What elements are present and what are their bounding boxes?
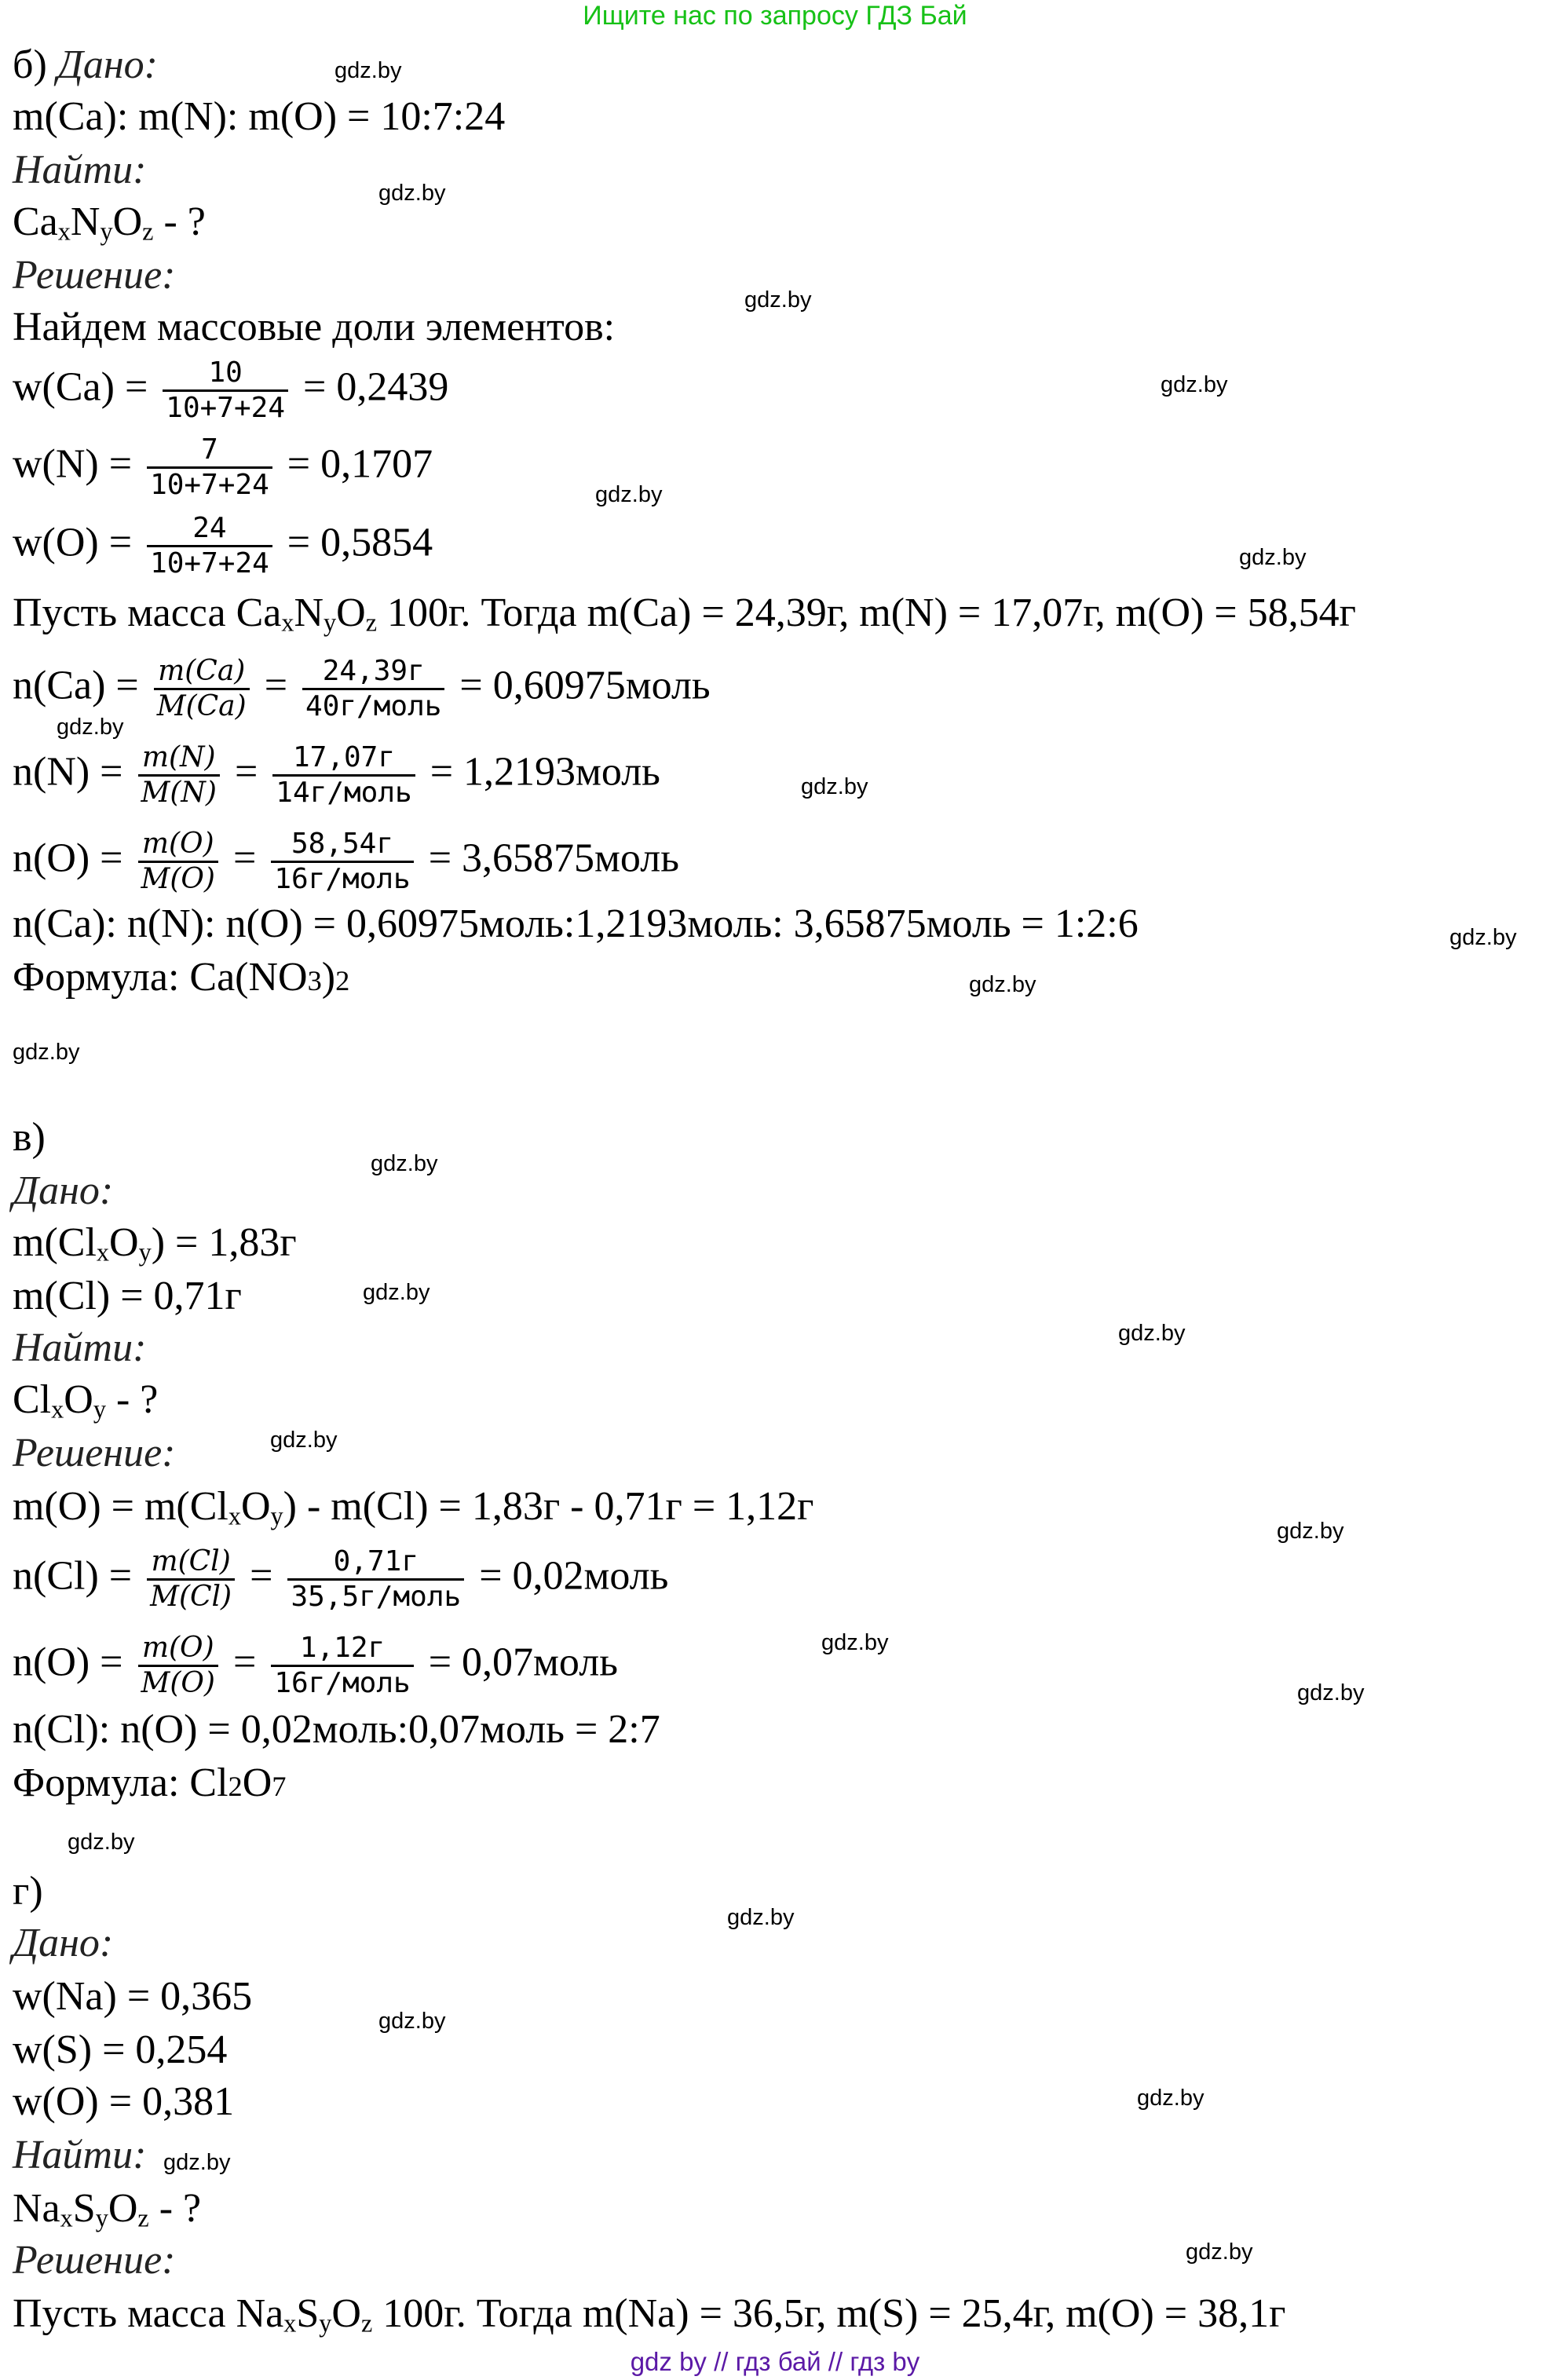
watermark: gdz.by (727, 1905, 795, 1930)
footer-links[interactable]: gdz by // гдз бай // гдз by (630, 2347, 920, 2376)
part-b-formula: Формула: Ca(NO3)2 (13, 955, 350, 1000)
part-v-given-2: m(Cl) = 0,71г (13, 1274, 242, 1318)
watermark: gdz.by (969, 972, 1036, 997)
part-g-w-na: w(Na) = 0,365 (13, 1974, 253, 2019)
part-b-nayti: Найти: (13, 148, 147, 192)
n-o-equation-v: n(O) = $\frac{m(O)}{M(O)}$ = $\frac{1,12г}{\text{16г/моль}}$ = 0,07моль (13, 1632, 618, 1699)
part-g-reshenie: Решение: (13, 2238, 176, 2283)
fraction: $\frac{m(Ca)}{M(Ca)}$ (154, 655, 250, 723)
fraction: $\frac{10}{10+7+24}$ (163, 356, 288, 425)
watermark: gdz.by (595, 482, 663, 507)
n-cl-equation: n(Cl) = $\frac{m(Cl)}{M(Cl)}$ = $\frac{0,71г}{\text{35,5г/моль}}$ = 0,02моль (13, 1545, 669, 1613)
part-b-label: б) (13, 42, 57, 87)
watermark: gdz.by (1161, 372, 1228, 397)
n-o-equation: n(O) = $\frac{m(O)}{M(O)}$ = $\frac{58,54г}{\text{16г/моль}}$ = 3,65875моль (13, 828, 679, 895)
watermark: gdz.by (363, 1280, 430, 1305)
part-g-dano: Дано: (13, 1921, 114, 1965)
fraction: $\frac{24}{10+7+24}$ (147, 512, 272, 580)
fraction: $\frac{58,54г}{\text{16г/моль}}$ (271, 828, 413, 896)
n-n-equation: n(N) = $\frac{m(N)}{M(N)}$ = $\frac{17,07г}{\text{14г/моль}}$ = 1,2193моль (13, 741, 660, 809)
fraction: $\frac{0,71г}{\text{35,5г/моль}}$ (287, 1545, 464, 1614)
watermark: gdz.by (1449, 925, 1517, 950)
part-v-dano: Дано: (13, 1168, 114, 1213)
fraction: $\frac{m(O)}{M(O)}$ (138, 1632, 218, 1700)
fraction: $\frac{m(O)}{M(O)}$ (138, 828, 218, 896)
part-v-nayti: Найти: (13, 1325, 147, 1370)
watermark: gdz.by (801, 774, 868, 799)
part-b-mass-line: Пусть масса $Ca_xN_yO_z$ 100г. Тогда m(Ca) = 24,39г, m(N) = 17,07г, m(O) = 58,54г (13, 590, 1356, 637)
watermark: gdz.by (1239, 545, 1307, 570)
watermark: gdz.by (378, 2009, 446, 2034)
watermark: gdz.by (1297, 1680, 1365, 1705)
fraction: $\frac{m(Cl)}{M(Cl)}$ (147, 1545, 235, 1614)
watermark: gdz.by (744, 287, 812, 313)
part-g-w-o: w(O) = 0,381 (13, 2079, 235, 2124)
top-banner[interactable]: Ищите нас по запросу ГДЗ Бай (583, 1, 967, 31)
part-b-intro: Найдем массовые доли элементов: (13, 305, 616, 349)
part-g-label: г) (13, 1869, 43, 1914)
watermark: gdz.by (1277, 1519, 1344, 1544)
watermark: gdz.by (334, 58, 402, 83)
part-g-w-s: w(S) = 0,254 (13, 2027, 228, 2072)
watermark: gdz.by (821, 1630, 889, 1655)
watermark: gdz.by (163, 2150, 231, 2175)
fraction: $\frac{1,12г}{\text{16г/моль}}$ (271, 1632, 413, 1700)
part-v-formula: Формула: Cl2O7 (13, 1760, 287, 1805)
part-g-unknown: $Na_xS_yO_z$ - ? (13, 2186, 202, 2232)
watermark: gdz.by (371, 1151, 438, 1176)
part-v-ratio: n(Cl): n(O) = 0,02моль:0,07моль = 2:7 (13, 1707, 660, 1752)
fraction: $\frac{17,07г}{\text{14г/моль}}$ (272, 741, 415, 810)
part-b-dano: Дано: (57, 42, 158, 87)
fraction: $\frac{7}{10+7+24}$ (147, 433, 272, 502)
watermark: gdz.by (68, 1830, 135, 1855)
w-o-equation: w(O) = $\frac{24}{10+7+24}$ = 0,5854 (13, 512, 433, 579)
watermark: gdz.by (57, 715, 124, 740)
part-b-ratio: n(Ca): n(N): n(O) = 0,60975моль:1,2193моль: 3,65875моль = 1:2:6 (13, 901, 1139, 946)
part-b-reshenie: Решение: (13, 253, 176, 298)
part-b-header (13, 41, 158, 90)
w-n-equation: w(N) = $\frac{7}{10+7+24}$ = 0,1707 (13, 433, 433, 501)
fraction: $\frac{m(N)}{M(N)}$ (138, 741, 220, 810)
part-g-nayti: Найти: (13, 2133, 147, 2177)
part-b-unknown: $Ca_xN_yO_z$ - ? (13, 199, 206, 246)
part-g-mass-line: Пусть масса $Na_xS_yO_z$ 100г. Тогда m(Na) = 36,5г, m(S) = 25,4г, m(O) = 38,1г (13, 2291, 1286, 2338)
watermark: gdz.by (13, 1040, 80, 1065)
n-ca-equation: n(Ca) = $\frac{m(Ca)}{M(Ca)}$ = $\frac{24,39г}{\text{40г/моль}}$ = 0,60975моль (13, 655, 711, 722)
watermark: gdz.by (1186, 2239, 1253, 2265)
watermark: gdz.by (1137, 2086, 1205, 2111)
watermark: gdz.by (1118, 1321, 1186, 1346)
w-ca-equation: w(Ca) = $\frac{10}{10+7+24}$ = 0,2439 (13, 356, 449, 424)
part-v-label: в) (13, 1115, 46, 1160)
part-v-unknown: $Cl_xO_y$ - ? (13, 1377, 159, 1424)
watermark: gdz.by (270, 1428, 338, 1453)
part-v-mo-line: $m(O) = m(Cl_xO_y) - m(Cl) = 1,83г - 0,71г = 1,12г$ (13, 1484, 814, 1530)
watermark: gdz.by (378, 181, 446, 206)
fraction: $\frac{24,39г}{\text{40г/моль}}$ (302, 655, 444, 723)
part-b-given: m(Ca): m(N): m(O) = 10:7:24 (13, 94, 506, 139)
part-v-reshenie: Решение: (13, 1431, 176, 1475)
part-v-given-1: $m(Cl_xO_y) = 1,83г$ (13, 1220, 297, 1267)
